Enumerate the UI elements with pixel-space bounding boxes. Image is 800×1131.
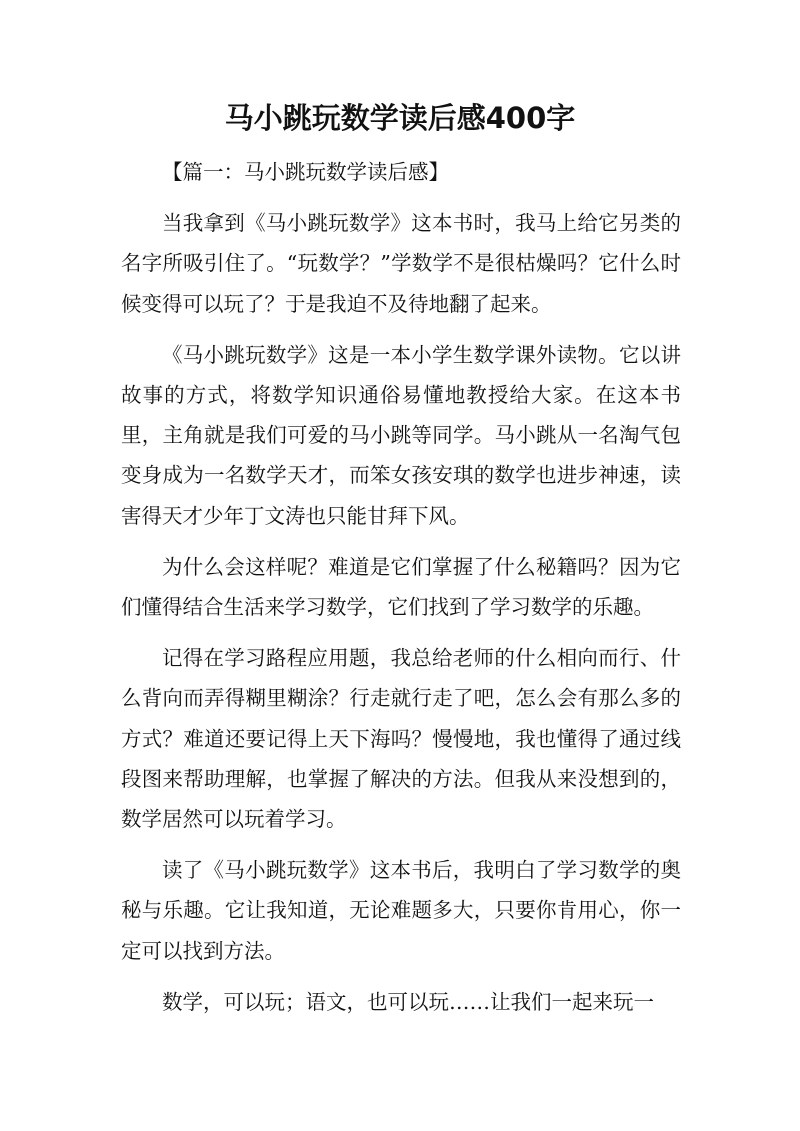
paragraph-5: 读了《马小跳玩数学》这本书后，我明白了学习数学的奥秘与乐趣。它让我知道，无论难题多大，只要你肯用心，你一定可以找到方法。 [121,858,681,963]
paragraph-3: 为什么会这样呢？难道是它们掌握了什么秘籍吗？因为它们懂得结合生活来学习数学，它们找到了学习数学的乐趣。 [121,554,681,620]
page-title: 马小跳玩数学读后感400字 [224,101,576,135]
document-body [121,152,681,1033]
section-heading: 【篇一：马小跳玩数学读后感】 [162,160,449,184]
paragraph-6: 数学，可以玩；语文，也可以玩……让我们一起来玩一 [162,989,654,1014]
paragraph-2: 《马小跳玩数学》这是一本小学生数学课外读物。它以讲故事的方式，将数学知识通俗易懂地教授给大家。在这本书里，主角就是我们可爱的马小跳等同学。马小跳从一名淘气包变身成为一名数学天才，而笨女孩安琪的数学也进步神速，读害得天才少年丁文涛也只能甘拜下风。 [121,342,681,528]
paragraph-1: 当我拿到《马小跳玩数学》这本书时，我马上给它另类的名字所吸引住了。“玩数学？”学数学不是很枯燥吗？它什么时候变得可以玩了？于是我迫不及待地翻了起来。 [121,211,681,316]
paragraph-4: 记得在学习路程应用题，我总给老师的什么相向而行、什么背向而弄得糊里糊涂？行走就行走了吧，怎么会有那么多的方式？难道还要记得上天下海吗？慢慢地，我也懂得了通过线段图来帮助理解，也掌握了解决的方法。但我从来没想到的，数学居然可以玩着学习。 [121,646,681,832]
